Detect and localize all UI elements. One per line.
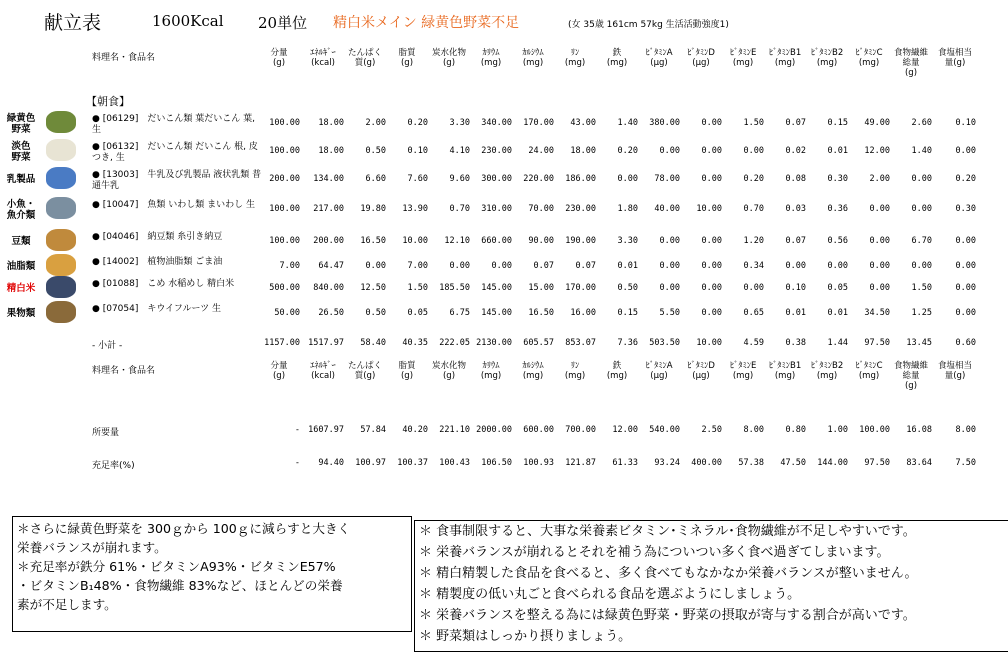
bullet-icon: ● xyxy=(92,257,103,267)
nutrient-value: 0.70 xyxy=(743,204,764,214)
oil-bottle-icon xyxy=(46,254,76,276)
nutrient-value: 0.00 xyxy=(659,283,680,293)
food-name-text: [01088] こめ 水稲めし 精白米 xyxy=(102,279,235,289)
nutrient-value: 0.00 xyxy=(449,261,470,271)
nutrient-value: 0.00 xyxy=(617,174,638,184)
nutrient-value: 200.00 xyxy=(313,236,344,246)
nutrient-value: 230.00 xyxy=(481,146,512,156)
nutrient-value: 0.30 xyxy=(955,204,976,214)
food-item-name xyxy=(92,200,262,211)
food-name-text: [06132] だいこん類 だいこん 根, 皮つき, 生 xyxy=(92,142,258,163)
nutrient-value: 840.00 xyxy=(313,283,344,293)
nutrient-value: 100.00 xyxy=(269,118,300,128)
nutrient-value: 0.15 xyxy=(617,308,638,318)
nutrient-value: 6.70 xyxy=(911,236,932,246)
nutrient-value: 49.00 xyxy=(864,118,890,128)
menu-warning: 精白米メイン 緑黄色野菜不足 xyxy=(333,15,520,31)
note-left-line: ＊充足率が鉄分 61%・ビタミンA93%・ビタミンE57% xyxy=(17,559,336,574)
column-header: ﾋﾞﾀﾐﾝB2 (mg) xyxy=(810,361,844,381)
summary-value: 0.60 xyxy=(955,338,976,348)
note-right-line: ＊ 栄養バランスが崩れるとそれを補う為についつい多く食べ過ぎてしまいます。 xyxy=(419,545,890,560)
nutrient-value: 90.00 xyxy=(528,236,554,246)
summary-value: 57.84 xyxy=(360,425,386,435)
summary-value: 400.00 xyxy=(691,458,722,468)
nutrient-value: 100.00 xyxy=(269,236,300,246)
summary-value: 40.35 xyxy=(402,338,428,348)
column-header: 脂質 (g) xyxy=(398,361,416,381)
nutrient-value: 660.00 xyxy=(481,236,512,246)
summary-value: 1.00 xyxy=(827,425,848,435)
nutrient-value: 34.50 xyxy=(864,308,890,318)
column-header: 分量 (g) xyxy=(270,48,288,68)
nutrient-value: 230.00 xyxy=(565,204,596,214)
nutrient-value: 3.30 xyxy=(617,236,638,246)
summary-value: 100.97 xyxy=(355,458,386,468)
nutrient-value: 190.00 xyxy=(565,236,596,246)
nutrient-value: 145.00 xyxy=(481,283,512,293)
summary-value: 58.40 xyxy=(360,338,386,348)
nutrient-value: 10.00 xyxy=(402,236,428,246)
nutrient-value: 0.01 xyxy=(617,261,638,271)
column-header: 脂質 (g) xyxy=(398,48,416,68)
column-header: 分量 (g) xyxy=(270,361,288,381)
nutrient-value: 0.10 xyxy=(955,118,976,128)
nutrient-value: 18.00 xyxy=(570,146,596,156)
nutrient-value: 18.00 xyxy=(318,118,344,128)
nutrient-value: 64.47 xyxy=(318,261,344,271)
natto-icon xyxy=(46,229,76,251)
milk-carton-icon xyxy=(46,167,76,189)
bullet-icon: ● xyxy=(92,200,103,210)
nutrient-value: 0.00 xyxy=(701,261,722,271)
summary-value: 700.00 xyxy=(565,425,596,435)
nutrient-value: 7.00 xyxy=(407,261,428,271)
nutrient-value: 0.00 xyxy=(785,261,806,271)
column-header: ﾋﾞﾀﾐﾝB1 (mg) xyxy=(768,361,802,381)
nutrient-value: 145.00 xyxy=(481,308,512,318)
food-category-label: 小魚・ 魚介類 xyxy=(6,199,36,221)
nutrient-value: 0.02 xyxy=(785,146,806,156)
nutrient-value: 4.10 xyxy=(449,146,470,156)
nutrient-value: 18.00 xyxy=(318,146,344,156)
summary-value: 222.05 xyxy=(439,338,470,348)
nutrient-value: 0.01 xyxy=(785,308,806,318)
nutrient-value: 0.15 xyxy=(827,118,848,128)
summary-value: 40.20 xyxy=(402,425,428,435)
nutrient-value: 7.00 xyxy=(279,261,300,271)
kiwi-icon xyxy=(46,301,76,323)
nutrient-value: 1.40 xyxy=(617,118,638,128)
nutrient-value: 1.80 xyxy=(617,204,638,214)
summary-value: 540.00 xyxy=(649,425,680,435)
summary-value: 8.00 xyxy=(955,425,976,435)
summary-value: 94.40 xyxy=(318,458,344,468)
food-category-label: 淡色 野菜 xyxy=(11,141,31,163)
nutrient-value: 185.50 xyxy=(439,283,470,293)
column-header: ﾋﾞﾀﾐﾝE (mg) xyxy=(729,361,757,381)
column-header: ﾋﾞﾀﾐﾝA (μg) xyxy=(645,361,673,381)
nutrient-value: 0.36 xyxy=(827,204,848,214)
nutrient-value: 0.07 xyxy=(785,236,806,246)
nutrient-value: 186.00 xyxy=(565,174,596,184)
nutrient-value: 13.90 xyxy=(402,204,428,214)
column-header: ﾘﾝ (mg) xyxy=(564,48,586,68)
summary-value: 93.24 xyxy=(654,458,680,468)
nutrient-value: 0.01 xyxy=(827,308,848,318)
summary-value: 106.50 xyxy=(481,458,512,468)
column-header: ｶﾘｳﾑ (mg) xyxy=(480,48,502,68)
nutrient-value: 170.00 xyxy=(523,118,554,128)
column-name-header: 料理名・食品名 xyxy=(92,366,156,376)
summary-label-fill_rate: 充足率(%) xyxy=(92,461,135,471)
note-right-line: ＊ 食事制限すると、大事な栄養素ビタミン･ミネラル･食物繊維が不足しやすいです。 xyxy=(419,524,916,539)
summary-value: 57.38 xyxy=(738,458,764,468)
food-name-text: [07054] キウイフルーツ 生 xyxy=(102,304,221,314)
column-header: 食物繊維 総量 (g) xyxy=(893,48,928,78)
note-left-line: 素が不足します。 xyxy=(17,597,117,612)
nutrient-value: 26.50 xyxy=(318,308,344,318)
summary-value: 7.36 xyxy=(617,338,638,348)
nutrient-value: 12.10 xyxy=(444,236,470,246)
nutrient-value: 0.00 xyxy=(911,261,932,271)
page-title: 献立表 xyxy=(44,12,102,34)
nutrient-value: 0.01 xyxy=(827,146,848,156)
nutrient-value: 0.00 xyxy=(701,146,722,156)
food-category-label: 果物類 xyxy=(6,308,36,319)
nutrient-value: 0.00 xyxy=(365,261,386,271)
note-left-line: ・ビタミンB₁48%・食物繊維 83%など、ほとんどの栄養 xyxy=(17,578,343,593)
person-profile: (女 35歳 161cm 57kg 生活活動強度1) xyxy=(568,20,729,30)
summary-value: 600.00 xyxy=(523,425,554,435)
nutrient-value: 1.40 xyxy=(911,146,932,156)
summary-value: 100.00 xyxy=(859,425,890,435)
calorie-target: 1600Kcal xyxy=(152,12,224,30)
column-header: ﾋﾞﾀﾐﾝE (mg) xyxy=(729,48,757,68)
summary-value: 10.00 xyxy=(696,338,722,348)
summary-value: 221.10 xyxy=(439,425,470,435)
food-item-name xyxy=(92,232,262,243)
nutrient-value: 6.75 xyxy=(449,308,470,318)
column-header: 食塩相当 量(g) xyxy=(937,361,972,381)
nutrient-value: 1.50 xyxy=(911,283,932,293)
summary-value: 0.38 xyxy=(785,338,806,348)
nutrient-value: 0.34 xyxy=(743,261,764,271)
nutrient-value: 10.00 xyxy=(696,204,722,214)
nutrient-value: 0.08 xyxy=(785,174,806,184)
summary-label-required: 所要量 xyxy=(92,428,120,438)
food-category-label: 乳製品 xyxy=(6,174,36,185)
summary-value: - xyxy=(294,425,300,435)
nutrient-value: 1.50 xyxy=(743,118,764,128)
nutrient-value: 0.00 xyxy=(911,204,932,214)
column-header: ﾋﾞﾀﾐﾝB2 (mg) xyxy=(810,48,844,68)
food-name-text: [10047] 魚類 いわし類 まいわし 生 xyxy=(102,200,255,210)
food-item-name xyxy=(92,114,262,136)
nutrient-value: 200.00 xyxy=(269,174,300,184)
nutrient-value: 300.00 xyxy=(481,174,512,184)
column-header: 鉄 (mg) xyxy=(606,48,628,68)
column-header: ﾋﾞﾀﾐﾝD (μg) xyxy=(687,48,715,68)
nutrient-value: 0.07 xyxy=(575,261,596,271)
nutrient-value: 0.20 xyxy=(743,174,764,184)
column-header: たんぱく 質(g) xyxy=(347,361,382,381)
food-item-name xyxy=(92,257,262,268)
nutrient-value: 0.00 xyxy=(701,283,722,293)
note-left-line: ＊さらに緑黄色野菜を 300ｇから 100ｇに減らすと大きく xyxy=(17,521,351,536)
nutrient-value: 0.50 xyxy=(365,146,386,156)
food-category-label: 緑黄色 野菜 xyxy=(6,113,36,135)
column-header: たんぱく 質(g) xyxy=(347,48,382,68)
bullet-icon: ● xyxy=(92,304,103,314)
summary-value: 100.43 xyxy=(439,458,470,468)
nutrient-value: 24.00 xyxy=(528,146,554,156)
nutrient-value: 0.10 xyxy=(785,283,806,293)
bullet-icon: ● xyxy=(92,170,103,180)
nutrient-value: 1.50 xyxy=(407,283,428,293)
column-header: 鉄 (mg) xyxy=(606,361,628,381)
nutrient-value: 0.70 xyxy=(449,204,470,214)
summary-value: 853.07 xyxy=(565,338,596,348)
unit-count: 20単位 xyxy=(258,14,308,32)
summary-label-subtotal: - 小計 - xyxy=(92,341,123,351)
column-header: 食塩相当 量(g) xyxy=(937,48,972,68)
nutrient-value: 0.00 xyxy=(955,308,976,318)
nutrient-value: 0.00 xyxy=(869,261,890,271)
bullet-icon: ● xyxy=(92,279,103,289)
column-header: ｴﾈﾙｷﾞｰ (kcal) xyxy=(310,361,336,381)
nutrient-value: 0.00 xyxy=(701,236,722,246)
summary-value: 16.08 xyxy=(906,425,932,435)
nutrient-value: 100.00 xyxy=(269,204,300,214)
nutrient-value: 0.00 xyxy=(869,236,890,246)
summary-value: 605.57 xyxy=(523,338,554,348)
column-header: ｶﾙｼｳﾑ (mg) xyxy=(522,48,544,68)
nutrient-value: 78.00 xyxy=(654,174,680,184)
nutrient-value: 16.00 xyxy=(570,308,596,318)
nutrient-value: 1.20 xyxy=(743,236,764,246)
column-header: ﾋﾞﾀﾐﾝA (μg) xyxy=(645,48,673,68)
nutrient-value: 0.65 xyxy=(743,308,764,318)
nutrient-value: 43.00 xyxy=(570,118,596,128)
nutrient-value: 0.00 xyxy=(869,283,890,293)
column-header: 炭水化物 (g) xyxy=(431,361,466,381)
summary-value: 1607.97 xyxy=(308,425,344,435)
nutrient-value: 340.00 xyxy=(481,118,512,128)
summary-value: 121.87 xyxy=(565,458,596,468)
nutrient-value: 2.60 xyxy=(911,118,932,128)
nutrient-value: 220.00 xyxy=(523,174,554,184)
summary-value: 0.80 xyxy=(785,425,806,435)
nutrient-value: 0.00 xyxy=(491,261,512,271)
column-header: ﾋﾞﾀﾐﾝC (mg) xyxy=(855,48,883,68)
nutrient-value: 0.00 xyxy=(743,146,764,156)
nutrient-value: 6.60 xyxy=(365,174,386,184)
food-category-label: 精白米 xyxy=(6,283,36,294)
nutrient-value: 70.00 xyxy=(528,204,554,214)
summary-value: 97.50 xyxy=(864,458,890,468)
nutrient-value: 0.00 xyxy=(659,236,680,246)
nutrient-value: 500.00 xyxy=(269,283,300,293)
column-header: ﾋﾞﾀﾐﾝB1 (mg) xyxy=(768,48,802,68)
nutrient-value: 0.00 xyxy=(701,118,722,128)
note-right-line: ＊ 精白精製した食品を食べると、多く食べてもなかなか栄養バランスが整いません。 xyxy=(419,566,918,581)
column-header: 炭水化物 (g) xyxy=(431,48,466,68)
column-header: ｶﾘｳﾑ (mg) xyxy=(480,361,502,381)
meal-section-breakfast: 【朝食】 xyxy=(86,95,130,108)
summary-value: 2.50 xyxy=(701,425,722,435)
nutrient-value: 50.00 xyxy=(274,308,300,318)
summary-value: 97.50 xyxy=(864,338,890,348)
nutrient-value: 0.00 xyxy=(659,261,680,271)
column-name-header: 料理名・食品名 xyxy=(92,53,156,63)
nutrient-value: 0.00 xyxy=(955,283,976,293)
food-name-text: [14002] 植物油脂類 ごま油 xyxy=(102,257,223,267)
food-category-label: 豆類 xyxy=(11,236,31,247)
column-header: ﾋﾞﾀﾐﾝC (mg) xyxy=(855,361,883,381)
note-right xyxy=(414,520,1008,652)
nutrient-value: 19.80 xyxy=(360,204,386,214)
bullet-icon: ● xyxy=(92,232,103,242)
note-right-line: ＊ 野菜類はしっかり摂りましょう。 xyxy=(419,629,632,644)
nutrient-value: 0.00 xyxy=(911,174,932,184)
food-item-name xyxy=(92,142,262,164)
nutrient-value: 16.50 xyxy=(528,308,554,318)
nutrient-value: 217.00 xyxy=(313,204,344,214)
food-item-name xyxy=(92,170,262,192)
nutrient-value: 0.50 xyxy=(365,308,386,318)
column-header: ｴﾈﾙｷﾞｰ (kcal) xyxy=(310,48,336,68)
nutrient-value: 0.07 xyxy=(533,261,554,271)
nutrient-value: 0.00 xyxy=(955,236,976,246)
nutrient-value: 310.00 xyxy=(481,204,512,214)
summary-value: 47.50 xyxy=(780,458,806,468)
nutrient-value: 2.00 xyxy=(869,174,890,184)
food-item-name xyxy=(92,304,262,315)
summary-value: 13.45 xyxy=(906,338,932,348)
nutrient-value: 0.00 xyxy=(659,146,680,156)
nutrient-value: 380.00 xyxy=(649,118,680,128)
nutrient-value: 0.05 xyxy=(407,308,428,318)
nutrient-value: 12.50 xyxy=(360,283,386,293)
nutrient-value: 0.00 xyxy=(701,308,722,318)
summary-value: 12.00 xyxy=(612,425,638,435)
nutrient-value: 5.50 xyxy=(659,308,680,318)
summary-value: 2130.00 xyxy=(476,338,512,348)
note-left xyxy=(12,516,412,632)
summary-value: 8.00 xyxy=(743,425,764,435)
bullet-icon: ● xyxy=(92,114,103,124)
column-header: ﾋﾞﾀﾐﾝD (μg) xyxy=(687,361,715,381)
bullet-icon: ● xyxy=(92,142,103,152)
nutrient-value: 170.00 xyxy=(565,283,596,293)
column-header: ｶﾙｼｳﾑ (mg) xyxy=(522,361,544,381)
nutrient-value: 0.00 xyxy=(955,261,976,271)
summary-value: 100.37 xyxy=(397,458,428,468)
nutrient-value: 2.00 xyxy=(365,118,386,128)
nutrient-value: 0.00 xyxy=(743,283,764,293)
nutrient-value: 0.30 xyxy=(827,174,848,184)
summary-value: 1517.97 xyxy=(308,338,344,348)
note-left-line: 栄養バランスが崩れます。 xyxy=(17,540,167,555)
nutrient-value: 9.60 xyxy=(449,174,470,184)
nutrient-value: 0.20 xyxy=(407,118,428,128)
nutrient-value: 0.20 xyxy=(955,174,976,184)
nutrient-value: 0.00 xyxy=(955,146,976,156)
summary-value: 61.33 xyxy=(612,458,638,468)
summary-value: 503.50 xyxy=(649,338,680,348)
nutrient-value: 0.07 xyxy=(785,118,806,128)
nutrient-value: 40.00 xyxy=(654,204,680,214)
food-category-label: 油脂類 xyxy=(6,261,36,272)
summary-value: 100.93 xyxy=(523,458,554,468)
food-item-name xyxy=(92,279,262,290)
nutrient-value: 16.50 xyxy=(360,236,386,246)
nutrient-value: 0.10 xyxy=(407,146,428,156)
daikon-icon xyxy=(46,139,76,161)
summary-value: - xyxy=(294,458,300,468)
column-header: ﾘﾝ (mg) xyxy=(564,361,586,381)
note-right-line: ＊ 栄養バランスを整える為には緑黄色野菜・野菜の摂取が寄与する割合が高いです。 xyxy=(419,608,916,623)
nutrient-value: 15.00 xyxy=(528,283,554,293)
summary-value: 1.44 xyxy=(827,338,848,348)
summary-value: 4.59 xyxy=(743,338,764,348)
nutrient-value: 0.50 xyxy=(617,283,638,293)
nutrient-value: 0.00 xyxy=(827,261,848,271)
nutrient-value: 0.05 xyxy=(827,283,848,293)
nutrient-value: 0.00 xyxy=(701,174,722,184)
spinach-icon xyxy=(46,111,76,133)
nutrient-value: 0.03 xyxy=(785,204,806,214)
nutrient-value: 3.30 xyxy=(449,118,470,128)
summary-value: 83.64 xyxy=(906,458,932,468)
rice-bowl-icon xyxy=(46,276,76,298)
summary-value: 2000.00 xyxy=(476,425,512,435)
note-right-line: ＊ 精製度の低い丸ごと食べられる食品を選ぶようにしましょう。 xyxy=(419,587,801,602)
food-name-text: [13003] 牛乳及び乳製品 液状乳類 普通牛乳 xyxy=(92,170,262,191)
fish-icon xyxy=(46,197,76,219)
summary-value: 7.50 xyxy=(955,458,976,468)
nutrient-value: 0.56 xyxy=(827,236,848,246)
nutrient-value: 134.00 xyxy=(313,174,344,184)
nutrient-value: 7.60 xyxy=(407,174,428,184)
summary-value: 1157.00 xyxy=(264,338,300,348)
summary-value: 144.00 xyxy=(817,458,848,468)
nutrient-value: 100.00 xyxy=(269,146,300,156)
nutrient-value: 12.00 xyxy=(864,146,890,156)
nutrient-value: 0.20 xyxy=(617,146,638,156)
food-name-text: [06129] だいこん類 葉だいこん 葉, 生 xyxy=(92,114,255,135)
nutrient-value: 0.00 xyxy=(869,204,890,214)
column-header: 食物繊維 総量 (g) xyxy=(893,361,928,391)
nutrient-value: 1.25 xyxy=(911,308,932,318)
food-name-text: [04046] 納豆類 糸引き納豆 xyxy=(102,232,223,242)
